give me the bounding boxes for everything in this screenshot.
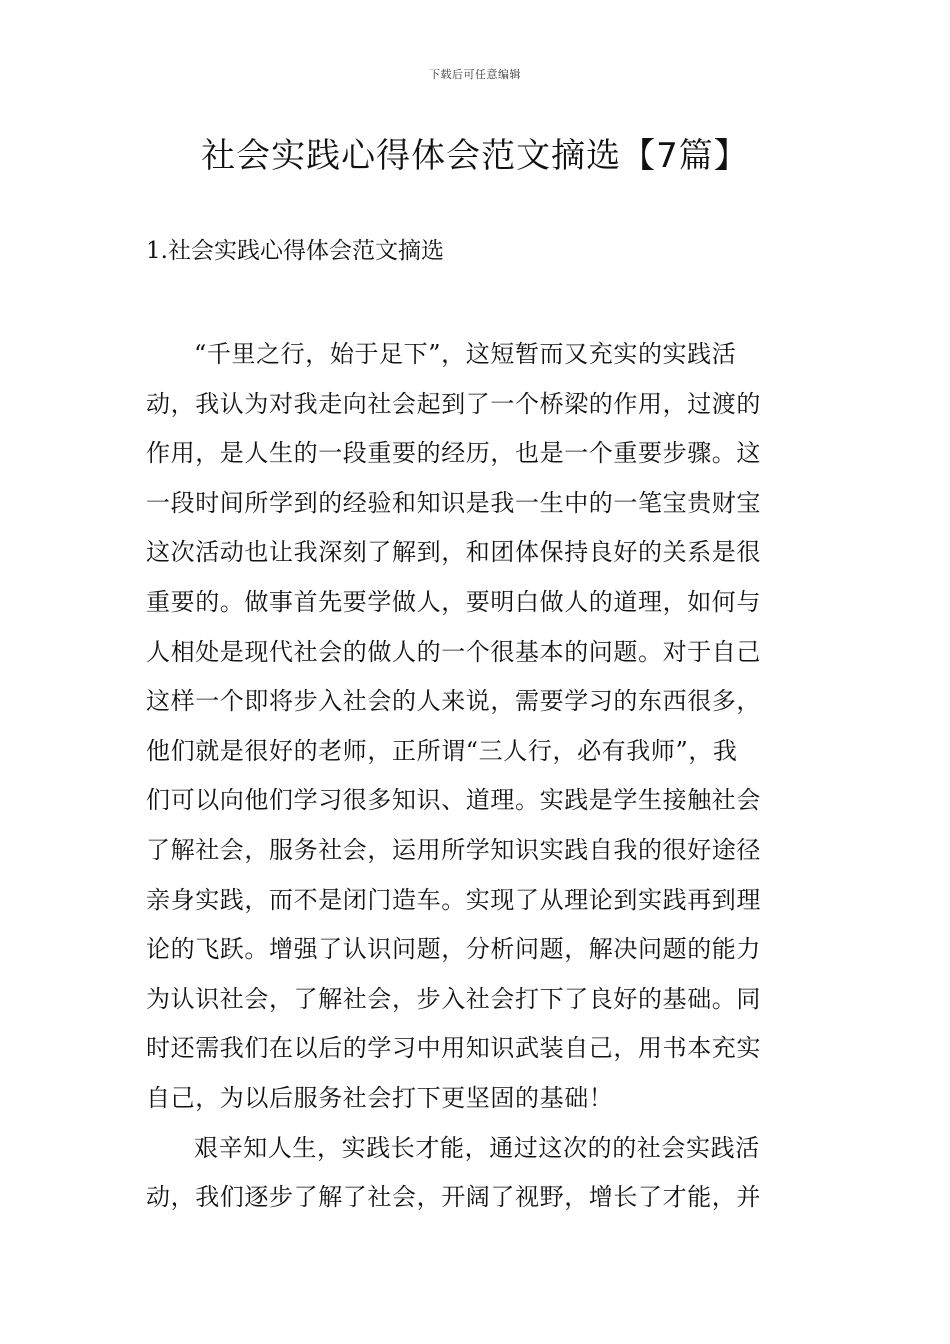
section-heading: 1.社会实践心得体会范文摘选 xyxy=(146,238,444,264)
text-line: 重要的。做事首先要学做人，要明白做人的道理，如何与 xyxy=(146,587,761,616)
text-line: “千里之行，始于足下”，这短暂而又充实的实践活 xyxy=(194,340,737,368)
text-line: 作用，是人生的一段重要的经历，也是一个重要步骤。这 xyxy=(146,439,761,468)
text-line: 动，我们逐步了解了社会，开阔了视野，增长了才能，并 xyxy=(146,1183,761,1212)
text-line: 这次活动也让我深刻了解到，和团体保持良好的关系是很 xyxy=(146,538,761,567)
text-line: 动，我认为对我走向社会起到了一个桥梁的作用，过渡的 xyxy=(146,389,761,418)
text-line: 论的飞跃。增强了认识问题，分析问题，解决问题的能力 xyxy=(146,935,761,964)
text-line: 们可以向他们学习很多知识、道理。实践是学生接触社会 xyxy=(146,786,761,815)
text-line: 亲身实践，而不是闭门造车。实现了从理论到实践再到理 xyxy=(146,885,761,914)
text-line: 为认识社会，了解社会，步入社会打下了良好的基础。同 xyxy=(146,984,761,1013)
text-line: 这样一个即将步入社会的人来说，需要学习的东西很多， xyxy=(146,687,761,716)
text-line: 自己，为以后服务社会打下更坚固的基础！ xyxy=(146,1083,614,1112)
body-text xyxy=(146,330,816,1223)
header-note: 下载后可任意编辑 xyxy=(429,68,521,81)
text-line: 时还需我们在以后的学习中用知识武装自己，用书本充实 xyxy=(146,1034,761,1063)
text-line: 艰辛知人生，实践长才能，通过这次的的社会实践活 xyxy=(194,1133,760,1162)
text-line: 他们就是很好的老师，正所谓“三人行，必有我师”，我 xyxy=(146,736,738,765)
text-line: 一段时间所学到的经验和知识是我一生中的一笔宝贵财宝 xyxy=(146,488,761,517)
text-line: 人相处是现代社会的做人的一个很基本的问题。对于自己 xyxy=(146,637,761,666)
text-line: 了解社会，服务社会，运用所学知识实践自我的很好途径 xyxy=(146,835,761,864)
document-title: 社会实践心得体会范文摘选【7篇】 xyxy=(201,136,749,176)
